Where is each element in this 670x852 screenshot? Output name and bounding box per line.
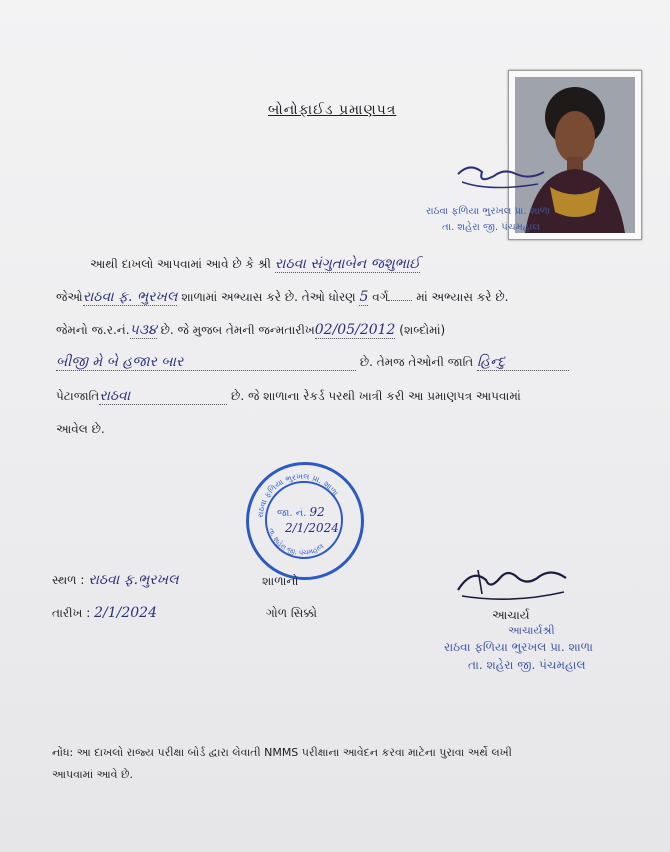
seal-bottom-text: તા. શહેરા જી. પંચમહાલ: [266, 526, 326, 557]
dob-in-words: બીજી મે બે હજાર બાર: [56, 354, 356, 371]
school-name: રાઠવા ફ. ભુરખલ: [82, 289, 178, 305]
body-line-5: [56, 388, 521, 405]
principal-stamp-line1: આચાર્યશ્રી: [508, 624, 555, 637]
body-line-4: [56, 354, 569, 371]
date-row: [52, 605, 157, 621]
place-value: રાઠવા ફ.ભુરખલ: [88, 572, 179, 588]
body-line-3: [56, 322, 445, 338]
line3-prefix: જેમનો જ.ર.નં.: [56, 323, 130, 337]
round-seal-label: ગોળ સિક્કો: [266, 606, 317, 620]
gr-number: ૫૩૪: [129, 322, 157, 338]
line2-class: વર્ગ: [372, 290, 389, 304]
seal-inner-ring: [265, 481, 343, 559]
seal-date-value: 2/1/2024: [285, 521, 339, 535]
seal-no-value: 92: [309, 505, 325, 519]
body-line-6: આવેલ છે.: [56, 422, 105, 436]
principal-signature: [452, 560, 572, 606]
principal-label: આચાર્ય: [492, 608, 530, 622]
line5-end: છે. જે શાળાના રેકર્ડ પરથી ખાત્રી કરી આ પ્રમાણપત્ર આપવામાં: [231, 389, 521, 403]
note-line-1: નોંધ: આ દાખલો રાજ્ય પરીક્ષા બોર્ડ દ્વારા લેવાતી NMMS પરીક્ષાના આવેદન કરવા માટેના પુરાવા અર્થે લખી: [52, 746, 512, 759]
seal-outer-text: રાઠવા ફળિયા ભુરખલ પ્રા. શાળા: [255, 471, 341, 519]
date-label: તારીખ :: [52, 606, 91, 620]
date-value: 2/1/2024: [94, 605, 157, 621]
line2-end: માં અભ્યાસ કરે છે.: [416, 290, 509, 304]
student-name: રાઠવા સંગુતાબેન જશુભાઈ: [274, 256, 421, 272]
seal-no-row: [277, 505, 325, 519]
line5-prefix: પેટાજાતિ: [56, 389, 100, 403]
line4-mid: છે. તેમજ તેઓની જાતિ: [359, 355, 474, 369]
note-line-2: આપવામાં આવે છે.: [52, 768, 133, 781]
principal-stamp-line2: રાઠવા ફળિયા ભુરખલ પ્રા. શાળા: [444, 640, 593, 654]
line1-text: આથી દાખલો આપવામાં આવે છે કે શ્રી: [90, 257, 271, 271]
seal-no-label: જા. નં.: [277, 508, 307, 519]
place-row: [52, 572, 179, 588]
line3-mid: છે. જે મુજબ તેમની જન્મતારીખ: [160, 323, 315, 337]
round-school-seal: [246, 462, 364, 580]
date-of-birth: 02/05/2012: [314, 322, 396, 338]
line2-prefix: જેઓ: [56, 290, 83, 304]
body-line-2: [56, 289, 508, 305]
stamp-top-line2: તા. શહેરા જી. પંચમહાલ: [442, 222, 540, 233]
body-line-1: [90, 256, 420, 272]
stamp-top-line1: રાઠવા ફળિયા ભુરખલ પ્રા. શાળા: [426, 206, 551, 217]
caste-value: હિન્દુ: [477, 354, 569, 371]
class-blank: [388, 300, 412, 301]
certificate-title: બોનોફાઈડ પ્રમાણપત્ર: [268, 102, 397, 118]
standard-value: 5: [359, 289, 369, 305]
line2-mid: શાળામાં અભ્યાસ કરે છે. તેઓ ધોરણ: [181, 290, 356, 304]
place-label: સ્થળ :: [52, 573, 85, 587]
signature-top: [420, 160, 555, 204]
school-seal-label: શાળાનો: [262, 574, 299, 588]
subcaste-value: રાઠવા: [99, 388, 227, 405]
principal-stamp-line3: તા. શહેરા જી. પંચમહાલ: [468, 658, 586, 672]
school-stamp-top: [420, 160, 555, 240]
line3-end: (શબ્દોમાં): [399, 323, 446, 337]
